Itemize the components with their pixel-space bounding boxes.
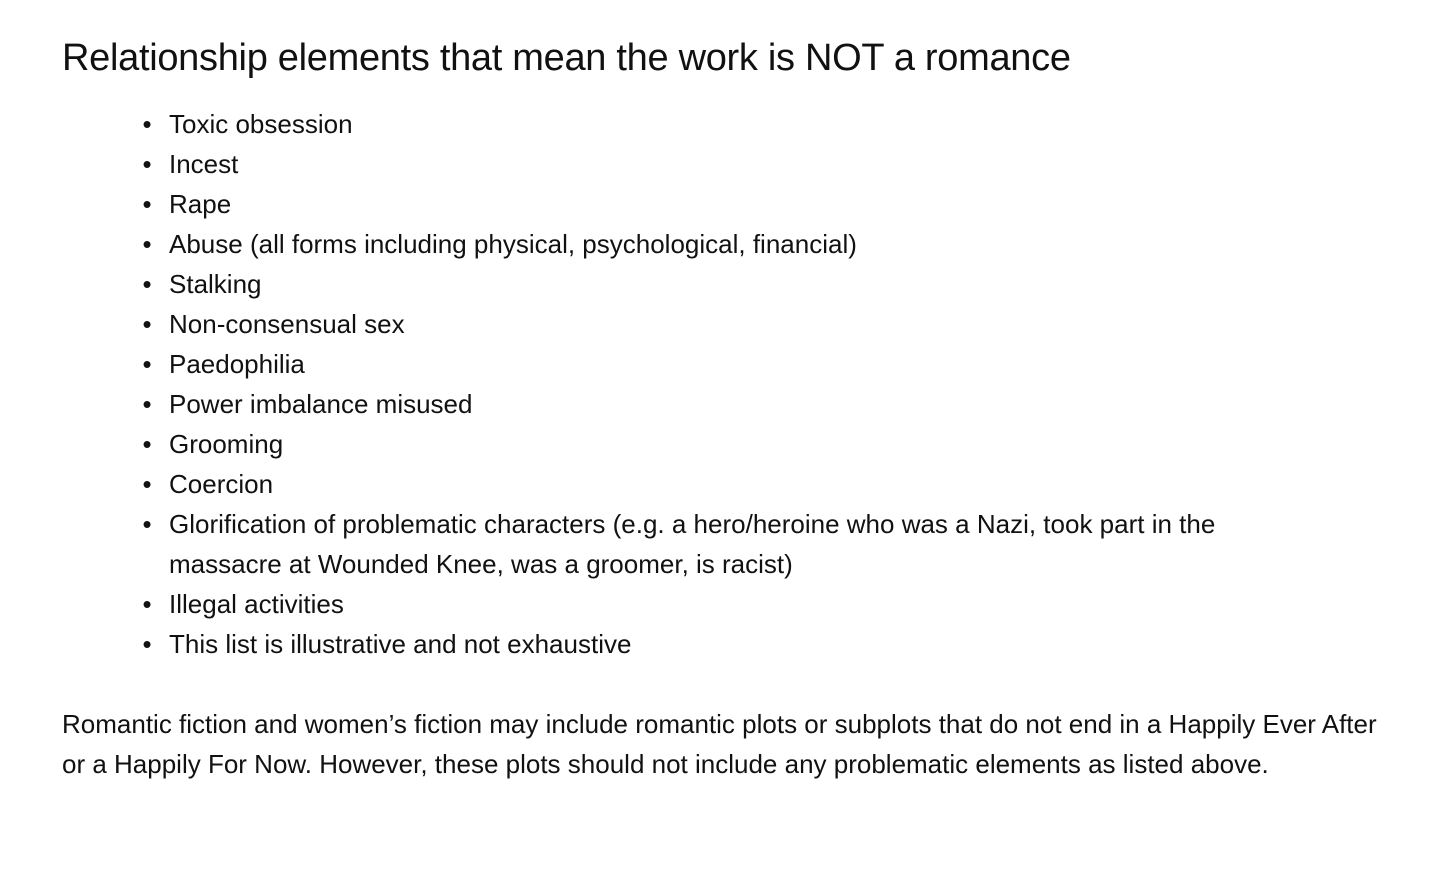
bullet-icon: • — [142, 149, 152, 179]
bullet-icon: • — [142, 469, 152, 499]
list-item — [142, 504, 1332, 584]
bullet-icon: • — [142, 589, 152, 619]
list-item-text: Abuse (all forms including physical, psychological, financial) — [169, 229, 857, 259]
list-item-text: Incest — [169, 149, 239, 179]
list-item-text: Stalking — [169, 269, 262, 299]
list-item — [142, 184, 1332, 224]
bullet-icon: • — [142, 309, 152, 339]
bullet-icon: • — [142, 269, 152, 299]
list-item — [142, 224, 1332, 264]
bullet-icon: • — [142, 349, 152, 379]
list-item — [142, 104, 1332, 144]
list-item-text: Grooming — [169, 429, 284, 459]
list-item — [142, 384, 1332, 424]
document-body — [62, 34, 1392, 779]
list-item-text: Illegal activities — [169, 589, 344, 619]
closing-paragraph: Romantic fiction and women’s fiction may include romantic plots or subplots that do not end in a Happily Ever After or a Happily For Now. However, these plots should not include any problematic elements as listed above. — [62, 709, 1377, 779]
list-item-text: Rape — [169, 189, 232, 219]
problematic-elements-list — [142, 104, 1332, 664]
bullet-icon: • — [142, 189, 152, 219]
bullet-icon: • — [142, 389, 152, 419]
list-item — [142, 144, 1332, 184]
list-item — [142, 264, 1332, 304]
bullet-icon: • — [142, 629, 152, 659]
bullet-icon: • — [142, 429, 152, 459]
list-item-text: Paedophilia — [169, 349, 305, 379]
list-item — [142, 584, 1332, 624]
list-item-text: Coercion — [169, 469, 274, 499]
list-item-text: This list is illustrative and not exhaustive — [169, 629, 632, 659]
list-item — [142, 344, 1332, 384]
list-item-text: Power imbalance misused — [169, 389, 473, 419]
list-item-text: Non-consensual sex — [169, 309, 405, 339]
list-item-text: Toxic obsession — [169, 109, 353, 139]
list-item — [142, 304, 1332, 344]
bullet-icon: • — [142, 229, 152, 259]
page-title: Relationship elements that mean the work is NOT a romance — [62, 37, 1071, 79]
bullet-icon: • — [142, 509, 152, 539]
list-item — [142, 424, 1332, 464]
bullet-icon: • — [142, 109, 152, 139]
list-item-text: Glorification of problematic characters (e.g. a hero/heroine who was a Nazi, took part in the massacre at Wounded Knee, was a groomer, is racist) — [169, 509, 1216, 579]
list-item — [142, 624, 1332, 664]
list-item — [142, 464, 1332, 504]
